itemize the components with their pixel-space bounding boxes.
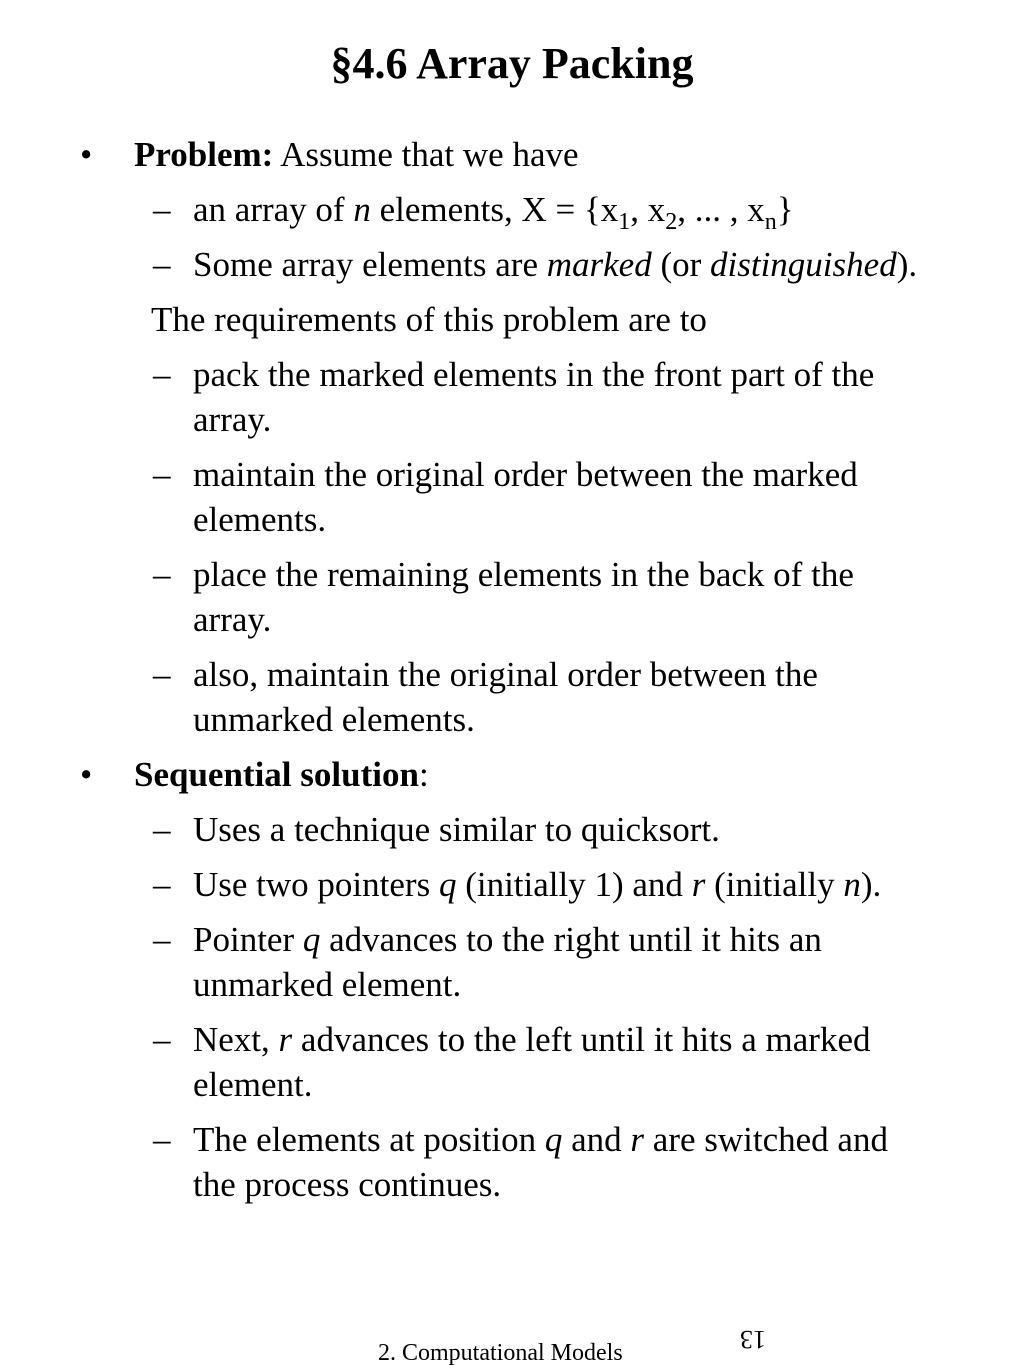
var-r: r [691, 865, 706, 904]
sub-item-switch [80, 1117, 930, 1207]
requirement-item [80, 552, 930, 642]
requirement-text: maintain the original order between the marked elements. [193, 455, 858, 539]
text-fragment: an array of [193, 190, 354, 229]
dash-icon: – [153, 190, 171, 229]
subscript: 1 [618, 209, 631, 235]
text-fragment: , x [630, 190, 666, 229]
text-fragment: } [776, 190, 794, 229]
term-marked: marked [546, 245, 652, 284]
sequential-label: Sequential solution [134, 755, 419, 794]
subscript: 2 [665, 209, 678, 235]
text-fragment: , ... , x [677, 190, 765, 229]
dash-icon: – [153, 655, 171, 694]
text-fragment: and [562, 1120, 631, 1159]
requirement-text: also, maintain the original order between the unmarked elements. [193, 655, 818, 739]
bullet-problem [80, 132, 930, 177]
sub-item-quicksort [80, 807, 930, 852]
text-fragment: Uses a technique similar to quicksort. [193, 810, 720, 849]
requirement-item [80, 452, 930, 542]
problem-label: Problem: [134, 135, 274, 174]
footer-text: 2. Computational Models [378, 1340, 623, 1366]
dash-icon: – [153, 920, 171, 959]
subscript: n [764, 209, 777, 235]
dash-icon: – [153, 245, 171, 284]
sub-item-advance-r [80, 1017, 930, 1107]
var-r: r [630, 1120, 645, 1159]
requirement-item [80, 352, 930, 442]
dash-icon: – [153, 1020, 171, 1059]
term-distinguished: distinguished [710, 245, 897, 284]
text-fragment: (or [651, 245, 711, 284]
sub-item-pointers [80, 862, 930, 907]
text-fragment: (initially 1) and [456, 865, 692, 904]
page-number: 13 [740, 1325, 766, 1354]
bullet-sequential [80, 752, 930, 797]
text-fragment: advances to the right until it hits an unmarked element. [193, 920, 822, 1004]
text-fragment: elements, X = {x [370, 190, 619, 229]
bullet-icon: • [80, 755, 93, 794]
dash-icon: – [153, 810, 171, 849]
problem-text: Assume that we have [273, 135, 579, 174]
dash-icon: – [153, 1120, 171, 1159]
requirement-item [80, 652, 930, 742]
text-fragment: advances to the left until it hits a marked element. [193, 1020, 871, 1104]
slide-content [80, 132, 930, 1217]
dash-icon: – [153, 355, 171, 394]
text-fragment: are switched and the process continues. [193, 1120, 888, 1204]
var-q: q [544, 1120, 563, 1159]
text-fragment: : [418, 755, 429, 794]
bullet-icon: • [80, 135, 93, 174]
var-r: r [278, 1020, 293, 1059]
text-fragment: Some array elements are [193, 245, 547, 284]
text-fragment: Pointer [193, 920, 303, 959]
var-n: n [353, 190, 371, 229]
requirement-text: place the remaining elements in the back of the array. [193, 555, 854, 639]
text-fragment: The elements at position [193, 1120, 545, 1159]
sub-item-advance-q [80, 917, 930, 1007]
sub-item-array [80, 187, 930, 235]
sub-item-marked [80, 242, 930, 287]
text-fragment: (initially [705, 865, 844, 904]
dash-icon: – [153, 455, 171, 494]
text-fragment: Use two pointers [193, 865, 439, 904]
var-q: q [302, 920, 321, 959]
text-fragment: ). [896, 245, 918, 284]
requirements-intro: The requirements of this problem are to [151, 300, 707, 339]
dash-icon: – [153, 555, 171, 594]
text-fragment: ). [860, 865, 882, 904]
requirement-text: pack the marked elements in the front part of the array. [193, 355, 875, 439]
var-q: q [438, 865, 457, 904]
var-n: n [843, 865, 861, 904]
dash-icon: – [153, 865, 171, 904]
page-title: §4.6 Array Packing [330, 39, 694, 88]
text-fragment: Next, [193, 1020, 279, 1059]
